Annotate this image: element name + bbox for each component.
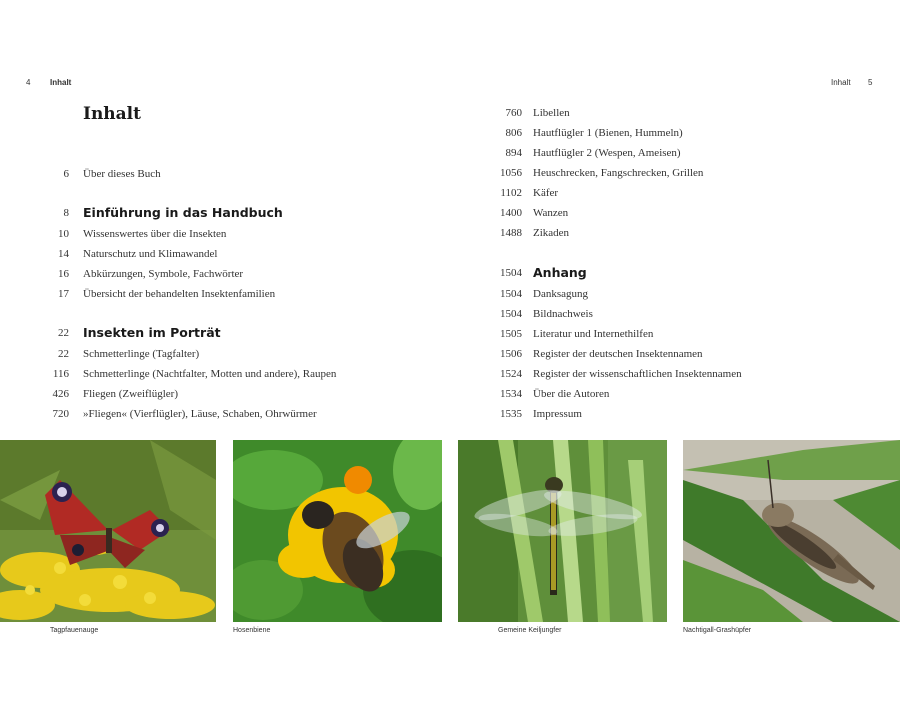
toc-section-heading[interactable] — [462, 263, 882, 283]
photo-caption: Nachtigall-Grashüpfer — [683, 627, 752, 634]
toc-page-number: 6 — [63, 168, 69, 180]
toc-entry[interactable] — [462, 304, 882, 324]
toc-label: Wissenswertes über die Insekten — [83, 228, 227, 240]
toc-page-number: 1504 — [500, 288, 522, 300]
toc-page-number: 1400 — [500, 207, 522, 219]
toc-page-number: 22 — [58, 327, 69, 339]
toc-entry[interactable] — [462, 384, 882, 404]
toc-entry[interactable] — [462, 163, 882, 183]
toc-entry[interactable] — [9, 384, 459, 404]
toc-page-number: 17 — [58, 288, 69, 300]
toc-entry[interactable] — [9, 224, 459, 244]
toc-entry[interactable] — [462, 284, 882, 304]
toc-entry[interactable] — [9, 364, 459, 384]
photo-caption: Gemeine Keiljungfer — [498, 627, 562, 634]
toc-label: Insekten im Porträt — [83, 325, 221, 340]
toc-entry[interactable] — [462, 223, 882, 243]
toc-page-number: 1102 — [500, 187, 522, 199]
toc-label: »Fliegen« (Vierflügler), Läuse, Schaben, Ohrwürmer — [83, 408, 317, 420]
toc-entry[interactable] — [9, 164, 459, 184]
toc-page-number: 1504 — [500, 267, 522, 279]
bee-photo — [233, 440, 442, 622]
toc-label: Anhang — [533, 265, 587, 280]
toc-entry[interactable] — [9, 284, 459, 304]
toc-entry[interactable] — [462, 324, 882, 344]
toc-label: Libellen — [533, 107, 570, 119]
toc-label: Bildnachweis — [533, 308, 593, 320]
toc-label: Abkürzungen, Symbole, Fachwörter — [83, 268, 244, 280]
toc-entry[interactable] — [462, 183, 882, 203]
toc-label: Literatur und Internethilfen — [533, 328, 654, 340]
toc-entry[interactable] — [9, 344, 459, 364]
toc-label: Register der deutschen Insektennamen — [533, 348, 703, 360]
toc-label: Naturschutz und Klimawandel — [83, 248, 218, 260]
toc-label: Hautflügler 2 (Wespen, Ameisen) — [533, 147, 681, 159]
toc-label: Heuschrecken, Fangschrecken, Grillen — [533, 167, 704, 179]
toc-page-number: 16 — [58, 268, 69, 280]
dragonfly-photo — [458, 440, 667, 622]
toc-entry[interactable] — [462, 364, 882, 384]
toc-page-number: 806 — [505, 127, 522, 139]
toc-page-number: 14 — [58, 248, 69, 260]
toc-label: Schmetterlinge (Nachtfalter, Motten und andere), Raupen — [83, 368, 337, 380]
left-running-head: Inhalt — [50, 78, 72, 87]
toc-label: Über die Autoren — [533, 388, 610, 400]
toc-label: Impressum — [533, 408, 582, 420]
toc-page-number: 894 — [505, 147, 522, 159]
toc-page-number: 116 — [52, 368, 69, 380]
toc-page-number: 426 — [52, 388, 69, 400]
toc-entry[interactable] — [462, 143, 882, 163]
toc-label: Übersicht der behandelten Insektenfamilien — [83, 288, 276, 300]
toc-entry[interactable] — [9, 404, 459, 424]
toc-page-number: 1524 — [500, 368, 522, 380]
toc-label: Danksagung — [533, 288, 588, 300]
toc-page-number: 10 — [58, 228, 69, 240]
toc-label: Käfer — [533, 187, 559, 199]
toc-page-number: 1505 — [500, 328, 522, 340]
peacock-butterfly-photo — [0, 440, 216, 622]
toc-entry[interactable] — [462, 344, 882, 364]
toc-page-number: 1534 — [500, 388, 522, 400]
toc-page-number: 1506 — [500, 348, 522, 360]
left-page-number: 4 — [26, 78, 31, 87]
toc-label: Hautflügler 1 (Bienen, Hummeln) — [533, 127, 683, 139]
page-title: Inhalt — [83, 104, 141, 124]
toc-page-number: 1535 — [500, 408, 522, 420]
toc-page-number: 1504 — [500, 308, 522, 320]
toc-entry[interactable] — [462, 123, 882, 143]
toc-page-number: 760 — [505, 107, 522, 119]
right-page-number: 5 — [868, 78, 873, 87]
toc-entry[interactable] — [462, 103, 882, 123]
toc-label: Fliegen (Zweiflügler) — [83, 388, 178, 400]
toc-entry[interactable] — [9, 244, 459, 264]
toc-label: Einführung in das Handbuch — [83, 205, 283, 220]
toc-page-number: 1488 — [500, 227, 522, 239]
toc-section-heading[interactable] — [9, 203, 459, 223]
toc-page-number: 8 — [63, 207, 69, 219]
toc-entry[interactable] — [462, 404, 882, 424]
photo-caption: Hosenbiene — [233, 627, 271, 634]
right-running-head: Inhalt — [831, 78, 851, 87]
toc-label: Über dieses Buch — [83, 168, 161, 180]
toc-entry[interactable] — [462, 203, 882, 223]
grasshopper-photo — [683, 440, 900, 622]
photo-caption: Tagpfauenauge — [50, 627, 99, 634]
toc-entry[interactable] — [9, 264, 459, 284]
toc-section-heading[interactable] — [9, 323, 459, 343]
toc-page-number: 1056 — [500, 167, 522, 179]
toc-page-number: 720 — [52, 408, 69, 420]
toc-label: Register der wissenschaftlichen Insektennamen — [533, 368, 742, 380]
toc-page-number: 22 — [58, 348, 69, 360]
toc-label: Zikaden — [533, 227, 570, 239]
toc-label: Wanzen — [533, 207, 569, 219]
toc-label: Schmetterlinge (Tagfalter) — [83, 348, 200, 360]
